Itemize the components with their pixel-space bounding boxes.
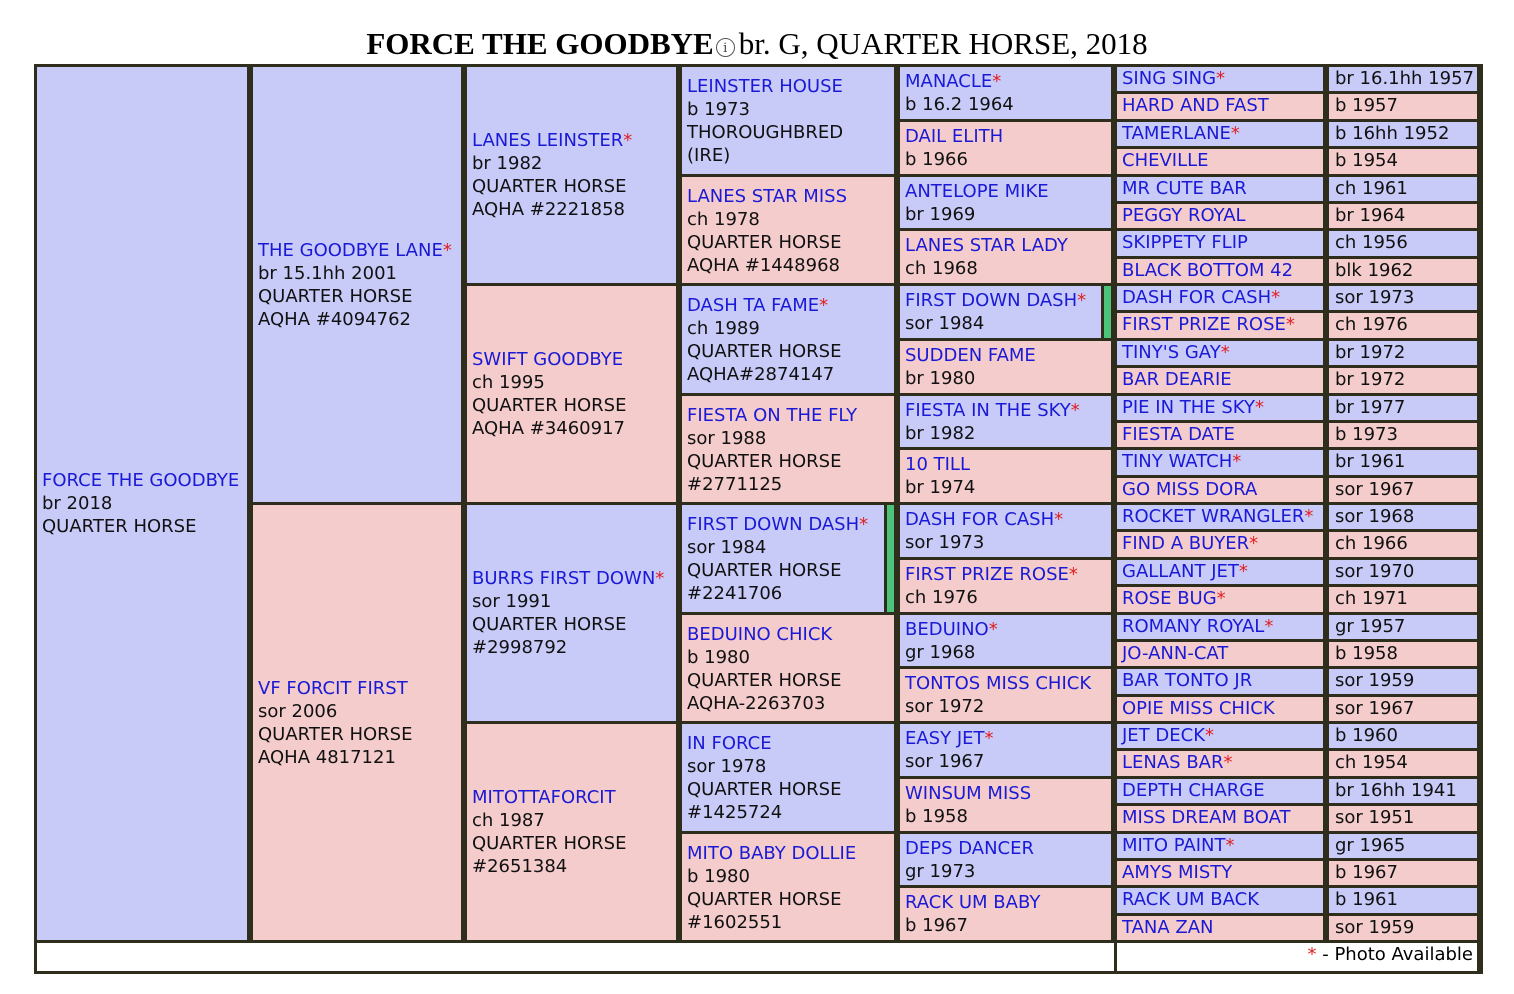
pedigree-cell-gen5[interactable]: [900, 231, 1111, 283]
horse-info-cell: b 1957: [1329, 94, 1477, 118]
pedigree-cell-gen4[interactable]: [682, 615, 894, 722]
horse-detail: #1425724: [687, 802, 783, 823]
pedigree-cell-gen5[interactable]: [900, 341, 1111, 393]
horse-link[interactable]: BAR TONTO JR: [1122, 670, 1253, 692]
horse-name-line: [687, 404, 894, 427]
horse-link[interactable]: IN FORCE: [687, 733, 772, 754]
horse-info-cell: br 16.1hh 1957: [1329, 67, 1477, 91]
pedigree-cell-gen5[interactable]: [900, 122, 1111, 174]
horse-link[interactable]: FORCE THE GOODBYE: [42, 470, 240, 491]
pedigree-cell-gen6[interactable]: [1117, 368, 1323, 392]
horse-detail: QUARTER HORSE: [687, 231, 842, 253]
horse-name-line: [905, 125, 1111, 148]
horse-name-line: [687, 185, 894, 208]
pedigree-cell-gen6[interactable]: [1117, 286, 1323, 310]
horse-info-cell: b 1961: [1329, 888, 1477, 912]
horse-detail: ch 1995: [472, 372, 545, 393]
horse-detail: br 1969: [905, 203, 976, 225]
horse-info-cell: b 16hh 1952: [1329, 122, 1477, 146]
pedigree-cell-gen5[interactable]: [900, 888, 1111, 940]
horse-detail: AQHA #1448968: [687, 254, 840, 276]
horse-link[interactable]: MISS DREAM BOAT: [1122, 807, 1291, 829]
horse-link[interactable]: HARD AND FAST: [1122, 95, 1269, 117]
horse-detail: ch 1987: [472, 810, 545, 831]
pedigree-cell-gen6[interactable]: [1117, 396, 1323, 420]
photo-star: *: [1068, 563, 1078, 585]
horse-detail: b 1973: [687, 99, 750, 120]
horse-detail: #2651384: [472, 856, 568, 877]
horse-link[interactable]: VF FORCIT FIRST: [258, 677, 408, 699]
pedigree-cell-gen4[interactable]: [682, 67, 894, 174]
photo-star: *: [859, 514, 869, 535]
horse-detail: sor 1978: [687, 756, 767, 777]
horse-info-cell: b 1960: [1329, 724, 1477, 748]
horse-link[interactable]: LEINSTER HOUSE: [687, 76, 843, 97]
horse-detail: b 1980: [687, 865, 750, 887]
pedigree-cell-gen6[interactable]: [1117, 231, 1323, 255]
horse-link[interactable]: FIND A BUYER: [1122, 533, 1250, 555]
horse-link[interactable]: FIRST DOWN DASH: [905, 290, 1078, 311]
horse-info-cell: sor 1959: [1329, 916, 1477, 940]
horse-name-line: [258, 677, 461, 700]
horse-detail: sor 1988: [687, 427, 767, 449]
horse-detail: QUARTER HORSE: [687, 669, 842, 691]
horse-detail: sor 1973: [905, 532, 985, 553]
inbreeding-marker: [1104, 286, 1111, 338]
horse-link[interactable]: TAMERLANE: [1122, 122, 1231, 144]
horse-link[interactable]: WINSUM MISS: [905, 782, 1032, 804]
horse-info-cell: br 16hh 1941: [1329, 779, 1477, 803]
inbreeding-marker: [887, 505, 894, 612]
pedigree-cell-gen3[interactable]: [467, 67, 676, 283]
horse-info-cell: sor 1959: [1329, 669, 1477, 693]
horse-name-line: [472, 129, 676, 152]
pedigree-cell-gen6[interactable]: [1117, 532, 1323, 556]
horse-link[interactable]: GALLANT JET: [1122, 560, 1239, 582]
photo-star: *: [1264, 615, 1274, 637]
horse-detail: QUARTER HORSE: [472, 176, 627, 197]
photo-star: *: [819, 295, 829, 316]
photo-legend: [1117, 943, 1477, 971]
pedigree-cell-gen6[interactable]: [1117, 779, 1323, 803]
horse-link[interactable]: MITO BABY DOLLIE: [687, 842, 857, 864]
horse-info-cell: gr 1957: [1329, 615, 1477, 639]
horse-link[interactable]: SKIPPETY FLIP: [1122, 232, 1248, 254]
horse-detail: sor 1967: [905, 751, 985, 772]
horse-detail: QUARTER HORSE: [472, 395, 627, 416]
horse-info-cell: sor 1967: [1329, 478, 1477, 502]
horse-name: FORCE THE GOODBYE: [366, 26, 714, 61]
horse-link[interactable]: BURRS FIRST DOWN: [472, 568, 656, 589]
horse-detail: br 2018: [42, 493, 113, 514]
pedigree-cell-gen5[interactable]: [900, 67, 1111, 119]
horse-detail: QUARTER HORSE: [687, 450, 842, 472]
pedigree-cell-gen6[interactable]: [1117, 751, 1323, 775]
photo-star: *: [1285, 314, 1295, 336]
horse-detail: QUARTER HORSE: [687, 779, 842, 800]
horse-info-cell: ch 1954: [1329, 751, 1477, 775]
photo-star: *: [1238, 560, 1248, 582]
pedigree-cell-gen6[interactable]: [1117, 122, 1323, 146]
horse-link[interactable]: MANACLE: [905, 71, 993, 92]
horse-name-line: [687, 842, 894, 865]
photo-star: *: [655, 568, 665, 589]
horse-link[interactable]: JO-ANN-CAT: [1122, 642, 1229, 664]
pedigree-cell-gen6[interactable]: [1117, 916, 1323, 940]
horse-name-line: [472, 348, 676, 371]
horse-detail: b 1980: [687, 646, 750, 668]
pedigree-cell-gen4[interactable]: [682, 505, 884, 612]
pedigree-cell-gen3[interactable]: [467, 724, 676, 940]
horse-detail: b 16.2 1964: [905, 94, 1014, 115]
horse-detail: sor 1972: [905, 696, 985, 718]
horse-link[interactable]: LANES LEINSTER: [472, 130, 624, 151]
horse-link[interactable]: TONTOS MISS CHICK: [905, 673, 1092, 695]
horse-link[interactable]: SUDDEN FAME: [905, 344, 1036, 366]
pedigree-cell-gen6[interactable]: [1117, 67, 1323, 91]
horse-detail: sor 1984: [687, 537, 767, 558]
horse-link[interactable]: OPIE MISS CHICK: [1122, 697, 1275, 719]
horse-detail: br 1982: [905, 422, 976, 444]
horse-link[interactable]: EASY JET: [905, 728, 985, 749]
pedigree-cell-gen6[interactable]: [1117, 697, 1323, 721]
horse-detail: #2771125: [687, 473, 783, 495]
horse-info-cell: sor 1968: [1329, 505, 1477, 529]
horse-name-line: [42, 469, 247, 492]
pedigree-cell-gen6[interactable]: [1117, 861, 1323, 885]
pedigree-cell-gen6[interactable]: [1117, 177, 1323, 201]
horse-name-line: [905, 563, 1111, 586]
photo-star: *: [984, 728, 994, 749]
horse-link[interactable]: FIRST PRIZE ROSE: [1122, 314, 1286, 336]
photo-star: *: [1232, 451, 1242, 473]
horse-link[interactable]: BLACK BOTTOM 42: [1122, 259, 1294, 281]
horse-detail: sor 1984: [905, 313, 985, 334]
horse-name-line: [905, 70, 1111, 93]
horse-info-cell: sor 1973: [1329, 286, 1477, 310]
horse-link[interactable]: DASH FOR CASH: [1122, 287, 1272, 308]
horse-name-line: [687, 623, 894, 646]
pedigree-cell-gen5[interactable]: [900, 286, 1101, 338]
pedigree-cell-gen6[interactable]: [1117, 204, 1323, 228]
pedigree-cell-gen6[interactable]: [1117, 560, 1323, 584]
horse-detail: QUARTER HORSE: [687, 560, 842, 581]
pedigree-cell-gen6[interactable]: [1117, 478, 1323, 502]
horse-link[interactable]: FIESTA DATE: [1122, 423, 1235, 445]
horse-link[interactable]: JET DECK: [1122, 725, 1206, 746]
horse-detail: br 1982: [472, 153, 543, 174]
horse-link[interactable]: LANES STAR MISS: [687, 185, 847, 207]
pedigree-cell-gen5[interactable]: [900, 177, 1111, 229]
horse-info-cell: sor 1967: [1329, 697, 1477, 721]
horse-name-line: [905, 891, 1111, 914]
horse-name-line: [905, 180, 1111, 203]
pedigree-cell-gen6[interactable]: [1117, 450, 1323, 474]
horse-detail: QUARTER HORSE: [258, 285, 413, 307]
horse-link[interactable]: GO MISS DORA: [1122, 478, 1258, 500]
horse-detail: br 15.1hh 2001: [258, 262, 397, 284]
photo-star: *: [1220, 341, 1230, 363]
horse-detail: AQHA #4094762: [258, 308, 411, 330]
horse-detail: (IRE): [687, 145, 731, 166]
horse-detail: QUARTER HORSE: [258, 723, 413, 745]
horse-link[interactable]: TINY WATCH: [1122, 451, 1233, 473]
horse-detail: QUARTER HORSE: [472, 833, 627, 854]
pedigree-cell-gen5[interactable]: [900, 560, 1111, 612]
horse-detail: b 1958: [905, 805, 968, 827]
horse-link[interactable]: MITO PAINT: [1122, 834, 1226, 856]
pedigree-cell-gen6[interactable]: [1117, 94, 1323, 118]
pedigree-cell-gen2[interactable]: [253, 67, 461, 502]
horse-link[interactable]: DASH TA FAME: [687, 295, 820, 316]
horse-detail: #1602551: [687, 911, 783, 933]
footer-blank: [37, 943, 1114, 971]
horse-name-line: [905, 399, 1111, 422]
pedigree-cell-gen6[interactable]: [1117, 149, 1323, 173]
photo-star: *: [1304, 506, 1314, 527]
pedigree-cell-gen1[interactable]: [37, 67, 247, 940]
pedigree-cell-gen6[interactable]: [1117, 259, 1323, 283]
horse-link[interactable]: ROMANY ROYAL: [1122, 615, 1265, 637]
horse-name-line: [687, 294, 894, 317]
horse-detail: QUARTER HORSE: [472, 614, 627, 635]
horse-detail: AQHA#2874147: [687, 364, 835, 385]
horse-detail: gr 1968: [905, 641, 976, 663]
horse-name-line: [687, 513, 884, 536]
pedigree-cell-gen4[interactable]: [682, 177, 894, 284]
legend-star: *: [1307, 944, 1317, 965]
pedigree-cell-gen5[interactable]: [900, 669, 1111, 721]
photo-star: *: [1077, 290, 1087, 311]
horse-link[interactable]: BAR DEARIE: [1122, 369, 1232, 391]
horse-detail: THOROUGHBRED: [687, 122, 844, 143]
horse-detail: AQHA 4817121: [258, 746, 396, 768]
horse-info-cell: br 1972: [1329, 341, 1477, 365]
horse-link[interactable]: AMYS MISTY: [1122, 861, 1233, 883]
horse-name-line: [905, 453, 1111, 476]
horse-link[interactable]: THE GOODBYE LANE: [258, 239, 443, 261]
pedigree-cell-gen6[interactable]: [1117, 615, 1323, 639]
horse-link[interactable]: LANES STAR LADY: [905, 235, 1068, 257]
horse-name-line: [905, 837, 1111, 860]
photo-star: *: [1271, 287, 1281, 308]
photo-star: *: [1070, 399, 1080, 421]
info-icon[interactable]: i: [716, 38, 735, 57]
horse-link[interactable]: 10 TILL: [905, 454, 970, 476]
horse-info-cell: gr 1965: [1329, 834, 1477, 858]
horse-detail: AQHA-2263703: [687, 692, 826, 714]
horse-name-line: [905, 727, 1111, 750]
horse-link[interactable]: MR CUTE BAR: [1122, 177, 1247, 199]
horse-info-cell: br 1964: [1329, 204, 1477, 228]
horse-link[interactable]: BEDUINO: [905, 618, 989, 640]
horse-info-cell: br 1961: [1329, 450, 1477, 474]
horse-info-cell: ch 1961: [1329, 177, 1477, 201]
pedigree-cell-gen6[interactable]: [1117, 806, 1323, 830]
horse-name-line: [258, 239, 461, 262]
horse-link[interactable]: ROSE BUG: [1122, 588, 1217, 610]
photo-star: *: [1254, 396, 1264, 418]
photo-star: *: [992, 71, 1002, 92]
pedigree-cell-gen6[interactable]: [1117, 423, 1323, 447]
horse-link[interactable]: CHEVILLE: [1122, 150, 1209, 172]
horse-name-line: [905, 234, 1111, 257]
horse-detail: ch 1989: [687, 318, 760, 339]
horse-link[interactable]: BEDUINO CHICK: [687, 623, 833, 645]
pedigree-cell-gen4[interactable]: [682, 724, 894, 831]
horse-name-line: [472, 786, 676, 809]
horse-name-line: [905, 618, 1111, 641]
photo-star: *: [988, 618, 998, 640]
pedigree-cell-gen6[interactable]: [1117, 587, 1323, 611]
pedigree-cell-gen2[interactable]: [253, 505, 461, 940]
horse-link[interactable]: DAIL ELITH: [905, 125, 1004, 147]
horse-detail: QUARTER HORSE: [687, 888, 842, 910]
photo-star: *: [1225, 834, 1235, 856]
horse-name-line: [905, 289, 1101, 312]
pedigree-cell-gen6[interactable]: [1117, 834, 1323, 858]
horse-detail: b 1966: [905, 148, 968, 170]
horse-link[interactable]: SING SING: [1122, 68, 1217, 89]
horse-info-cell: sor 1951: [1329, 806, 1477, 830]
photo-star: *: [1216, 588, 1226, 610]
horse-detail: #2998792: [472, 637, 568, 658]
horse-link[interactable]: RACK UM BACK: [1122, 889, 1260, 911]
photo-star: *: [1054, 509, 1064, 530]
photo-star: *: [1205, 725, 1215, 746]
horse-link[interactable]: RACK UM BABY: [905, 892, 1041, 914]
horse-link[interactable]: FIESTA IN THE SKY: [905, 399, 1071, 421]
pedigree-cell-gen5[interactable]: [900, 834, 1111, 886]
pedigree-cell-gen6[interactable]: [1117, 505, 1323, 529]
pedigree-chart: [34, 64, 1483, 974]
pedigree-cell-gen5[interactable]: [900, 450, 1111, 502]
horse-info-cell: ch 1976: [1329, 313, 1477, 337]
pedigree-cell-gen6[interactable]: [1117, 313, 1323, 337]
horse-detail: AQHA #2221858: [472, 199, 625, 220]
horse-info-cell: ch 1971: [1329, 587, 1477, 611]
horse-detail: br 1974: [905, 477, 976, 499]
horse-link[interactable]: PIE IN THE SKY: [1122, 396, 1255, 418]
horse-link[interactable]: TANA ZAN: [1122, 916, 1214, 938]
pedigree-cell-gen3[interactable]: [467, 505, 676, 721]
horse-info-cell: ch 1956: [1329, 231, 1477, 255]
horse-info-cell: b 1967: [1329, 861, 1477, 885]
horse-link[interactable]: MITOTTAFORCIT: [472, 787, 616, 808]
horse-detail: sor 1991: [472, 591, 552, 612]
horse-detail: ch 1976: [905, 586, 978, 608]
photo-star: *: [1230, 122, 1240, 144]
photo-star: *: [1223, 752, 1233, 774]
horse-link[interactable]: DEPTH CHARGE: [1122, 779, 1265, 801]
pedigree-cell-gen4[interactable]: [682, 834, 894, 941]
horse-link[interactable]: TINY'S GAY: [1122, 341, 1221, 363]
horse-info-cell: ch 1966: [1329, 532, 1477, 556]
horse-link[interactable]: ANTELOPE MIKE: [905, 180, 1049, 202]
horse-link[interactable]: FIRST PRIZE ROSE: [905, 563, 1069, 585]
horse-info-cell: b 1973: [1329, 423, 1477, 447]
page-title: [0, 26, 1514, 62]
pedigree-cell-gen3[interactable]: [467, 286, 676, 502]
horse-info-cell: br 1972: [1329, 368, 1477, 392]
horse-name-line: [905, 508, 1111, 531]
pedigree-cell-gen5[interactable]: [900, 724, 1111, 776]
pedigree-cell-gen6[interactable]: [1117, 642, 1323, 666]
horse-link[interactable]: FIESTA ON THE FLY: [687, 404, 858, 426]
photo-star: *: [623, 130, 633, 151]
horse-detail: QUARTER HORSE: [42, 516, 197, 537]
horse-name-line: [905, 672, 1111, 695]
horse-link[interactable]: PEGGY ROYAL: [1122, 204, 1246, 226]
horse-link[interactable]: DASH FOR CASH: [905, 509, 1055, 530]
horse-info-cell: b 1958: [1329, 642, 1477, 666]
horse-name-line: [905, 344, 1111, 367]
horse-detail: b 1967: [905, 915, 968, 937]
pedigree-cell-gen4[interactable]: [682, 286, 894, 393]
horse-name-line: [687, 732, 894, 755]
horse-link[interactable]: DEPS DANCER: [905, 837, 1035, 859]
horse-detail: gr 1973: [905, 860, 976, 882]
horse-name-line: [905, 782, 1111, 805]
horse-detail: ch 1978: [687, 208, 760, 230]
horse-detail: QUARTER HORSE: [687, 341, 842, 362]
pedigree-cell-gen5[interactable]: [900, 505, 1111, 557]
horse-detail: sor 2006: [258, 700, 338, 722]
horse-details: br. G, QUARTER HORSE, 2018: [738, 26, 1148, 61]
pedigree-cell-gen6[interactable]: [1117, 724, 1323, 748]
horse-name-line: [472, 567, 676, 590]
horse-detail: AQHA #3460917: [472, 418, 625, 439]
horse-info-cell: blk 1962: [1329, 259, 1477, 283]
horse-link[interactable]: FIRST DOWN DASH: [687, 514, 860, 535]
pedigree-cell-gen6[interactable]: [1117, 888, 1323, 912]
photo-star: *: [442, 239, 452, 261]
pedigree-cell-gen6[interactable]: [1117, 669, 1323, 693]
horse-info-cell: br 1977: [1329, 396, 1477, 420]
photo-star: *: [1216, 68, 1226, 89]
photo-star: *: [1249, 533, 1259, 555]
pedigree-cell-gen5[interactable]: [900, 779, 1111, 831]
horse-detail: ch 1968: [905, 258, 978, 280]
pedigree-cell-gen4[interactable]: [682, 396, 894, 503]
pedigree-cell-gen5[interactable]: [900, 396, 1111, 448]
horse-link[interactable]: LENAS BAR: [1122, 752, 1224, 774]
horse-info-cell: sor 1970: [1329, 560, 1477, 584]
pedigree-cell-gen6[interactable]: [1117, 341, 1323, 365]
pedigree-cell-gen5[interactable]: [900, 615, 1111, 667]
horse-name-line: [687, 75, 894, 98]
horse-detail: br 1980: [905, 367, 976, 389]
horse-link[interactable]: SWIFT GOODBYE: [472, 349, 624, 370]
horse-info-cell: b 1954: [1329, 149, 1477, 173]
horse-detail: #2241706: [687, 583, 783, 604]
legend-text: - Photo Available: [1316, 944, 1473, 965]
horse-link[interactable]: ROCKET WRANGLER: [1122, 506, 1305, 527]
